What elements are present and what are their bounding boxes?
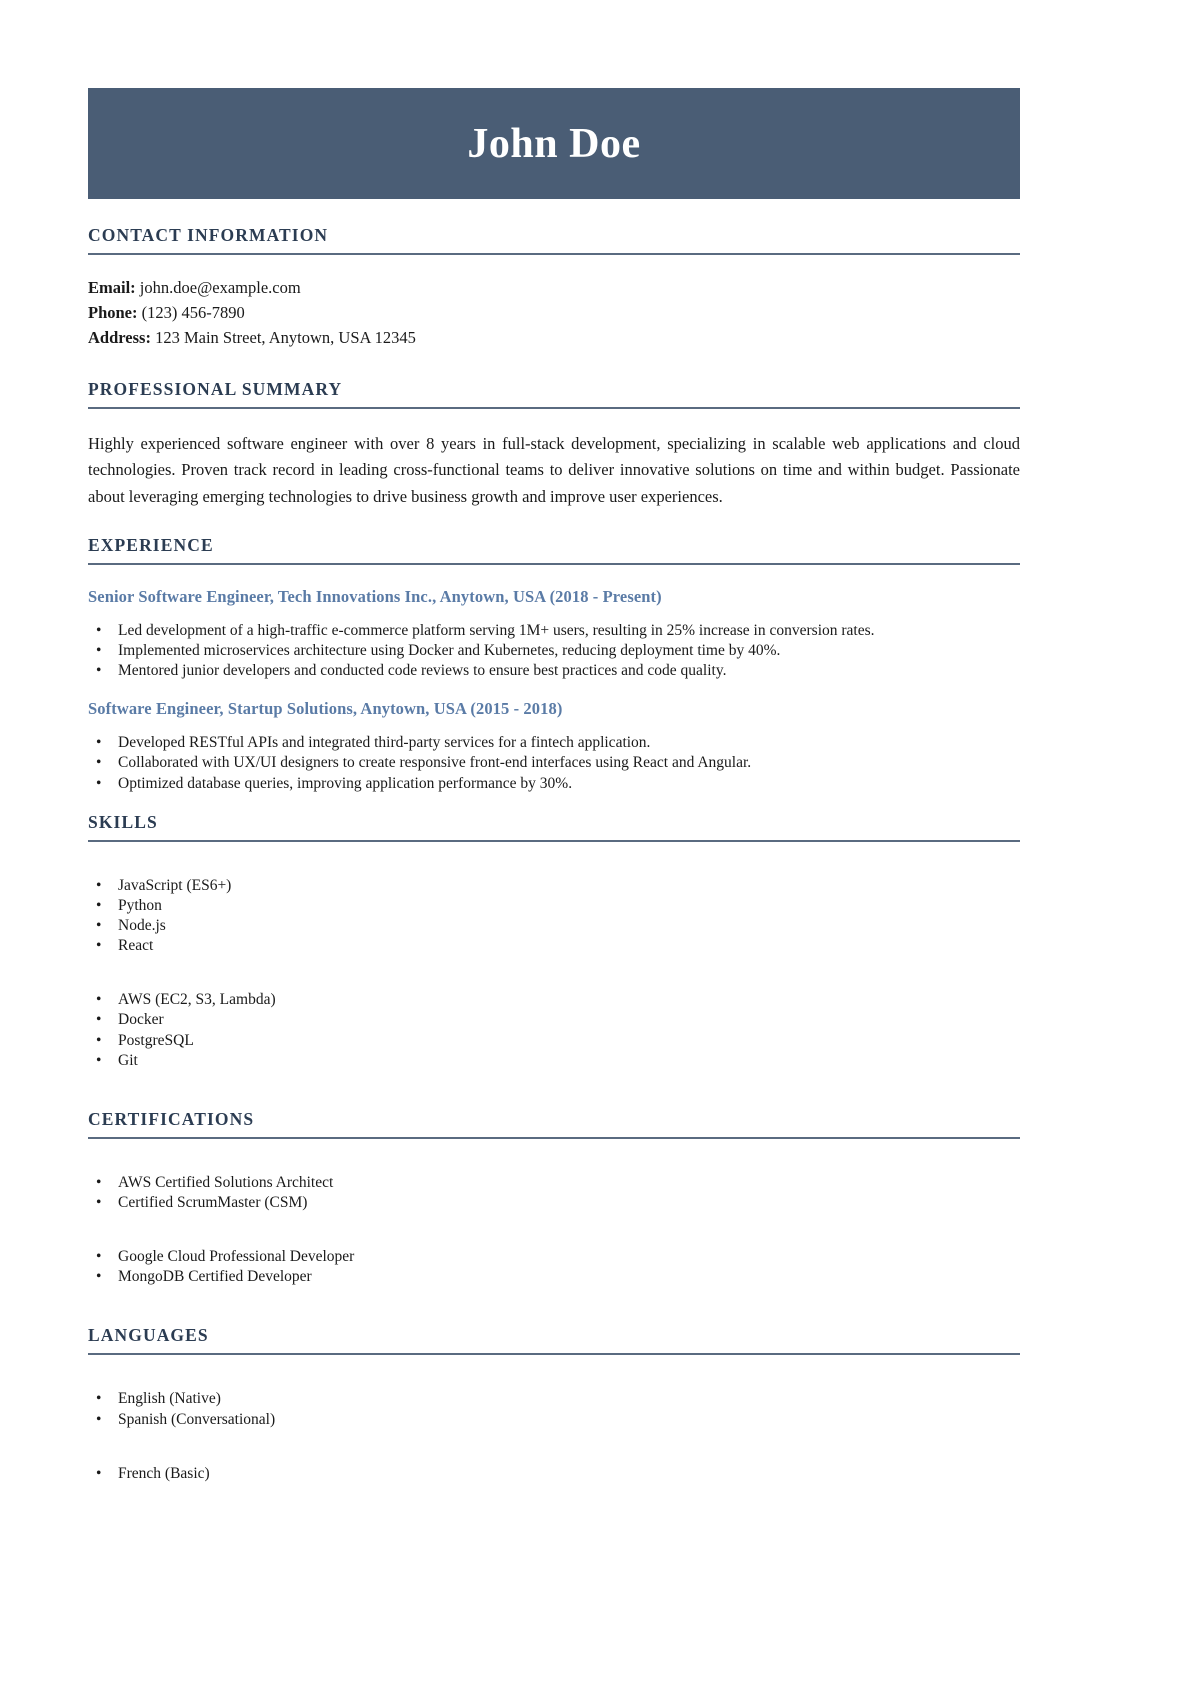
list-item: • Node.js xyxy=(88,916,1020,936)
skills-list-secondary xyxy=(88,990,1020,1071)
job-title: Software Engineer, Startup Solutions, Anytown, USA (2015 - 2018) xyxy=(88,699,563,719)
list-item: • Implemented microservices architecture using Docker and Kubernetes, reducing deployment time by 40%. xyxy=(88,641,1020,661)
contact-address-label: Address: xyxy=(88,328,151,348)
languages-list-secondary xyxy=(88,1464,1020,1484)
summary-paragraph: Highly experienced software engineer with over 8 years in full-stack development, specializing in scalable web applications and cloud technologies. Proven track record in leading cross-functional teams to deliver innovative solutions on time and within budget. Passionate about leveraging emerging technologies to drive business growth and improve user experiences. xyxy=(88,433,1020,507)
list-item: • Collaborated with UX/UI designers to create responsive front-end interfaces using React and Angular. xyxy=(88,753,1020,773)
list-item: • PostgreSQL xyxy=(88,1031,1020,1051)
section-contact-information xyxy=(88,225,1020,351)
contact-phone-value: (123) 456-7890 xyxy=(141,303,245,323)
list-item: • Led development of a high-traffic e-commerce platform serving 1M+ users, resulting in 25% increase in conversion rates. xyxy=(88,621,1020,641)
skills-list-primary xyxy=(88,876,1020,957)
contact-email-line xyxy=(88,275,1020,300)
resume-content xyxy=(88,0,1020,1484)
languages-list-primary xyxy=(88,1389,1020,1429)
section-heading-certifications: CERTIFICATIONS xyxy=(88,1108,255,1129)
list-item: • Spanish (Conversational) xyxy=(88,1410,1020,1430)
section-skills xyxy=(88,812,1020,1071)
section-heading-experience: EXPERIENCE xyxy=(88,534,214,555)
list-item: • MongoDB Certified Developer xyxy=(88,1267,1020,1287)
list-item: • Mentored junior developers and conducted code reviews to ensure best practices and code quality. xyxy=(88,661,1020,681)
candidate-name: John Doe xyxy=(467,120,641,167)
job-title: Senior Software Engineer, Tech Innovations Inc., Anytown, USA (2018 - Present) xyxy=(88,586,662,606)
contact-phone-label: Phone: xyxy=(88,303,138,323)
list-item: • Python xyxy=(88,896,1020,916)
certifications-list-primary xyxy=(88,1173,1020,1213)
job-responsibility-list xyxy=(88,621,1020,681)
section-professional-summary xyxy=(88,379,1020,511)
section-heading-contact: CONTACT INFORMATION xyxy=(88,225,329,245)
contact-address-value: 123 Main Street, Anytown, USA 12345 xyxy=(155,328,416,348)
section-heading-summary: PROFESSIONAL SUMMARY xyxy=(88,378,343,399)
list-item: • French (Basic) xyxy=(88,1464,1020,1484)
certifications-list-secondary xyxy=(88,1247,1020,1287)
contact-phone-line xyxy=(88,300,1020,325)
section-heading-languages: LANGUAGES xyxy=(88,1325,209,1346)
list-item: • Google Cloud Professional Developer xyxy=(88,1247,1020,1267)
experience-entry xyxy=(88,587,1020,681)
contact-email-value: john.doe@example.com xyxy=(139,278,301,297)
job-responsibility-list xyxy=(88,733,1020,793)
list-item: • Optimized database queries, improving application performance by 30%. xyxy=(88,774,1020,794)
section-certifications xyxy=(88,1109,1020,1288)
name-banner xyxy=(88,88,1020,199)
list-item: • Certified ScrumMaster (CSM) xyxy=(88,1193,1020,1213)
contact-details xyxy=(88,255,1020,351)
list-item: • Docker xyxy=(88,1010,1020,1030)
experience-entry xyxy=(88,699,1020,793)
list-item: • Developed RESTful APIs and integrated third-party services for a fintech application. xyxy=(88,733,1020,753)
list-item: • AWS (EC2, S3, Lambda) xyxy=(88,990,1020,1010)
list-item: • Git xyxy=(88,1051,1020,1071)
section-heading-skills: SKILLS xyxy=(88,811,158,832)
list-item: • AWS Certified Solutions Architect xyxy=(88,1173,1020,1193)
section-experience xyxy=(88,535,1020,794)
list-item: • JavaScript (ES6+) xyxy=(88,876,1020,896)
section-languages xyxy=(88,1325,1020,1483)
list-item: • React xyxy=(88,936,1020,956)
list-item: • English (Native) xyxy=(88,1389,1020,1409)
contact-address-line xyxy=(88,325,1020,350)
contact-email-label: Email: xyxy=(88,278,136,297)
